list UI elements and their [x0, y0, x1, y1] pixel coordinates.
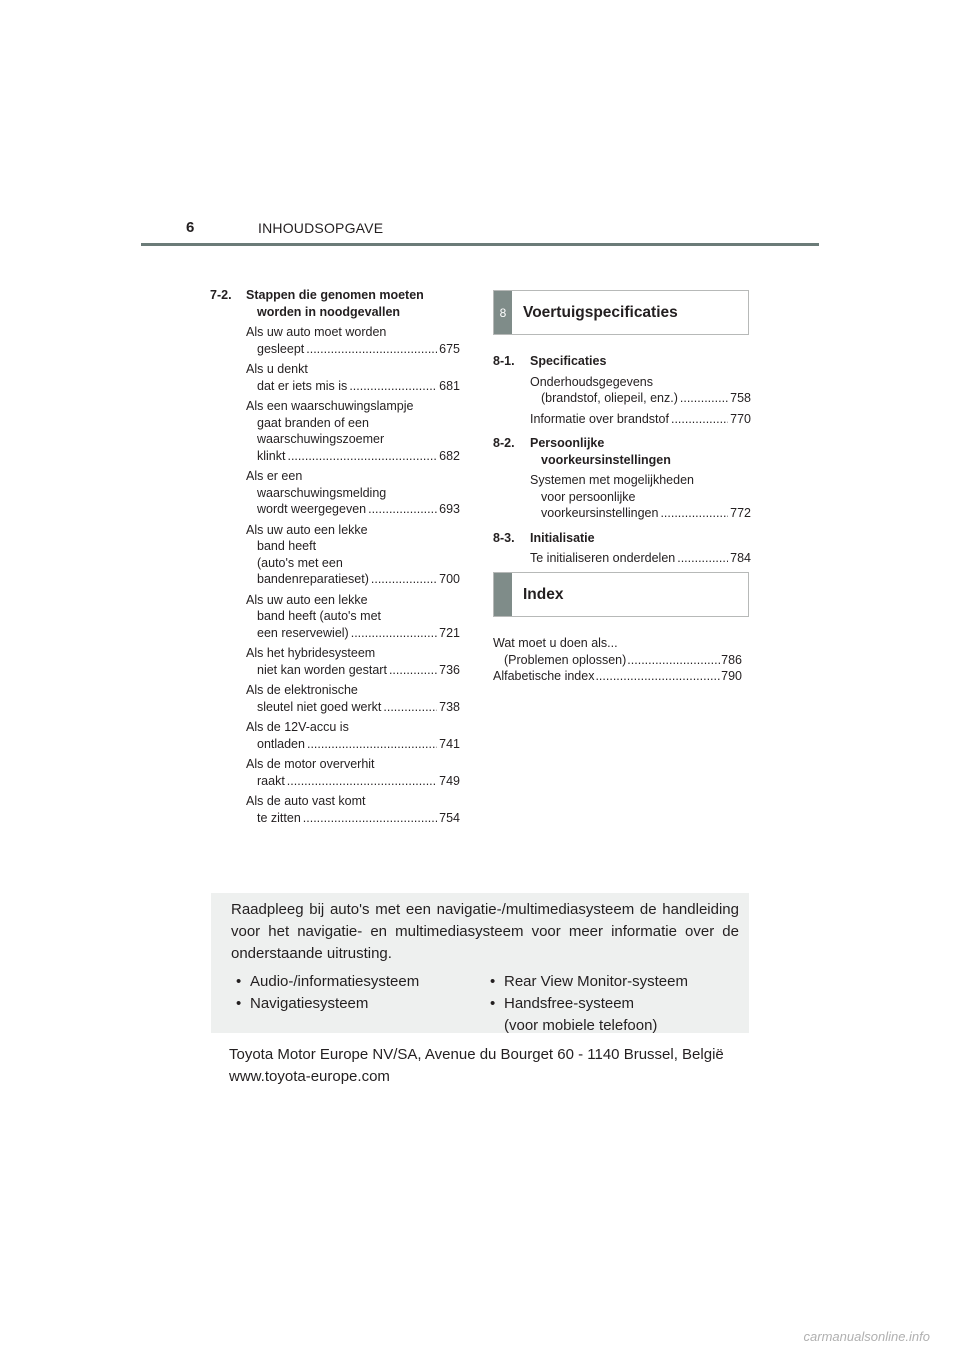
toc-entry[interactable] [530, 374, 751, 407]
toc-entry-leader-line [246, 341, 460, 358]
index-title: Index [523, 585, 564, 603]
chapter-tab [494, 573, 512, 616]
toc-entry-line: Als de auto vast komt [246, 794, 366, 808]
section-title: Persoonlijke voorkeursinstellingen [530, 436, 671, 467]
toc-entry-leader-line [530, 411, 751, 428]
dot-leader [371, 571, 437, 588]
toc-entry-line: (auto's met een [257, 555, 343, 570]
chapter-tab: 8 [494, 291, 512, 334]
index-entries [493, 635, 742, 685]
toc-entry-leader-line [246, 662, 460, 679]
publisher-address: Toyota Motor Europe NV/SA, Avenue du Bourget 60 - 1140 Brussel, België [229, 1046, 724, 1063]
bullet-continuation: (voor mobiele telefoon) [504, 1017, 658, 1034]
dot-leader [303, 810, 437, 827]
info-box [211, 893, 749, 1033]
page-ref: 758 [730, 391, 751, 405]
bullet-item: • Navigatiesysteem [236, 995, 369, 1012]
toc-entry-line: Als u denkt [246, 362, 308, 376]
bullet-item: • Handsfree-systeem [490, 995, 635, 1012]
toc-entry-text: bandenreparatieset) [257, 572, 369, 586]
section-heading [493, 435, 751, 468]
index-entry-text: Alfabetische index [493, 669, 595, 683]
toc-entry-line: Als er een [246, 469, 303, 483]
page-ref: 700 [439, 572, 460, 586]
toc-entry-text: ontladen [257, 736, 305, 751]
toc-entry[interactable] [246, 793, 460, 826]
toc-entry-line: band heeft (auto's met [257, 609, 381, 623]
page-title: INHOUDSOPGAVE [258, 220, 384, 236]
section-title: Specificaties [530, 354, 607, 368]
section-number: 8-3. [493, 530, 515, 545]
toc-entry-line: voor persoonlijke [541, 489, 636, 504]
section-title: Initialisatie [530, 530, 595, 545]
bullet-column-right [485, 971, 739, 1037]
page-ref: 736 [439, 662, 460, 677]
toc-entry-line: Systemen met mogelijkheden [530, 473, 694, 487]
dot-leader [671, 411, 728, 428]
toc-entry-leader-line [246, 378, 460, 395]
section-heading-7-2 [210, 287, 460, 320]
section-number: 8-2. [493, 436, 515, 450]
toc-entry[interactable] [246, 756, 460, 789]
toc-entry-line: Als de motor oververhit [246, 757, 375, 771]
toc-entry-leader-line [246, 773, 460, 790]
index-entry-line: Wat moet u doen als... [493, 636, 618, 650]
toc-entry-text: sleutel niet goed werkt [257, 699, 382, 714]
toc-entry[interactable] [246, 324, 460, 357]
toc-entry-line: Als het hybridesysteem [246, 646, 376, 660]
section-heading [493, 353, 751, 370]
watermark: carmanualsonline.info [803, 1329, 930, 1344]
toc-entry-leader-line [246, 810, 460, 827]
dot-leader [287, 773, 437, 790]
page-ref: 784 [730, 551, 751, 565]
toc-entry-line: waarschuwingsmelding [257, 485, 387, 500]
toc-entry[interactable] [246, 522, 460, 588]
toc-entry-text: Informatie over brandstof [530, 411, 669, 426]
section-heading [493, 530, 751, 547]
index-entry-text: (Problemen oplossen) [504, 652, 627, 667]
dot-leader [680, 390, 728, 407]
toc-entry-leader-line [530, 505, 751, 522]
dot-leader [306, 341, 437, 358]
dot-leader [660, 505, 728, 522]
chapter-8-sections [493, 353, 751, 575]
toc-entry[interactable] [530, 472, 751, 522]
toc-entry[interactable] [530, 411, 751, 428]
page-ref: 770 [730, 411, 751, 426]
toc-entry-line: gaat branden of een [257, 415, 369, 430]
toc-entry-text: niet kan worden gestart [257, 662, 387, 677]
dot-leader [349, 378, 437, 395]
section-number: 7-2. [210, 288, 232, 302]
toc-entry-leader-line [246, 625, 460, 642]
page-ref: 682 [439, 448, 460, 463]
index-entry-leader-line [493, 668, 742, 685]
dot-leader [595, 668, 720, 685]
page-ref: 749 [439, 773, 460, 788]
toc-entry-line: Onderhoudsgegevens [530, 374, 654, 389]
section-number: 8-1. [493, 354, 515, 368]
index-heading [493, 572, 749, 617]
toc-entry-leader-line [246, 736, 460, 753]
bullet-item: • Rear View Monitor-systeem [490, 973, 688, 990]
dot-leader [677, 550, 728, 567]
toc-entry-text: Te initialiseren onderdelen [530, 551, 676, 565]
toc-entry-text: klinkt [257, 448, 286, 463]
dot-leader [383, 699, 437, 716]
dot-leader [287, 448, 437, 465]
bullet-item: • Audio-/informatiesysteem [236, 973, 420, 990]
toc-entry-leader-line [246, 501, 460, 518]
toc-entry-text: raakt [257, 773, 285, 788]
toc-left-column [210, 287, 460, 830]
toc-entry-text: gesleept [257, 341, 305, 356]
toc-entry-leader-line [246, 448, 460, 465]
toc-entry-text: voorkeursinstellingen [541, 506, 659, 520]
toc-entry[interactable] [246, 682, 460, 715]
publisher-url[interactable]: www.toyota-europe.com [229, 1068, 390, 1085]
toc-entry-line: Als uw auto moet worden [246, 325, 387, 339]
page-ref: 693 [439, 502, 460, 516]
toc-entry-line: Als een waarschuwingslampje [246, 399, 414, 413]
page-ref: 741 [439, 736, 460, 751]
toc-entry-leader-line [530, 390, 751, 407]
page-ref: 738 [439, 699, 460, 714]
info-bullets [231, 971, 739, 1037]
toc-entry-line: waarschuwingszoemer [257, 432, 385, 446]
toc-entry-line: Als de 12V-accu is [246, 720, 349, 734]
index-entry[interactable] [493, 668, 742, 685]
toc-entry-text: een reservewiel) [257, 625, 349, 640]
index-entry[interactable] [493, 635, 742, 668]
toc-entry-text: wordt weergegeven [257, 502, 367, 516]
toc-entry-text: (brandstof, oliepeil, enz.) [541, 391, 678, 405]
dot-leader [351, 625, 437, 642]
page-ref: 754 [439, 810, 460, 825]
toc-entry-list [210, 324, 460, 826]
publisher-footer [229, 1044, 741, 1088]
toc-entry[interactable] [246, 645, 460, 678]
page-ref: 681 [439, 378, 460, 393]
page-ref: 790 [721, 669, 742, 683]
dot-leader [307, 736, 437, 753]
section-title: Stappen die genomen moeten worden in noodgevallen [246, 288, 424, 319]
toc-entry-line: Als uw auto een lekke [246, 592, 368, 607]
toc-entry[interactable] [246, 361, 460, 394]
chapter-8-heading [493, 290, 749, 335]
index-entry-leader-line [493, 652, 742, 669]
toc-entry[interactable] [246, 398, 460, 464]
toc-entry-text: dat er iets mis is [257, 378, 348, 393]
bullet-column-left [231, 971, 485, 1037]
toc-entry-leader-line [246, 571, 460, 588]
page-ref: 772 [730, 506, 751, 520]
toc-entry-leader-line [246, 699, 460, 716]
page-ref: 675 [439, 341, 460, 356]
toc-entry-leader-line [530, 550, 751, 567]
dot-leader [368, 501, 437, 518]
toc-entry-text: te zitten [257, 810, 301, 825]
page-number: 6 [186, 219, 195, 236]
toc-entry[interactable] [246, 719, 460, 752]
dot-leader [627, 652, 720, 669]
toc-entry[interactable] [246, 592, 460, 642]
dot-leader [389, 662, 437, 679]
page-ref: 786 [721, 652, 742, 667]
toc-entry-line: band heeft [257, 539, 317, 553]
toc-entry[interactable] [530, 550, 751, 567]
toc-entry[interactable] [246, 468, 460, 518]
toc-entry-line: Als de elektronische [246, 683, 358, 697]
header-rule [141, 243, 819, 246]
page-ref: 721 [439, 625, 460, 640]
chapter-title: Voertuigspecificaties [523, 303, 678, 321]
info-text: Raadpleeg bij auto's met een navigatie-/multimediasysteem de handleiding voor het navigatie- en multimediasysteem voor meer informatie over de onderstaande uitrusting. [231, 901, 739, 962]
toc-entry-line: Als uw auto een lekke [246, 522, 368, 537]
